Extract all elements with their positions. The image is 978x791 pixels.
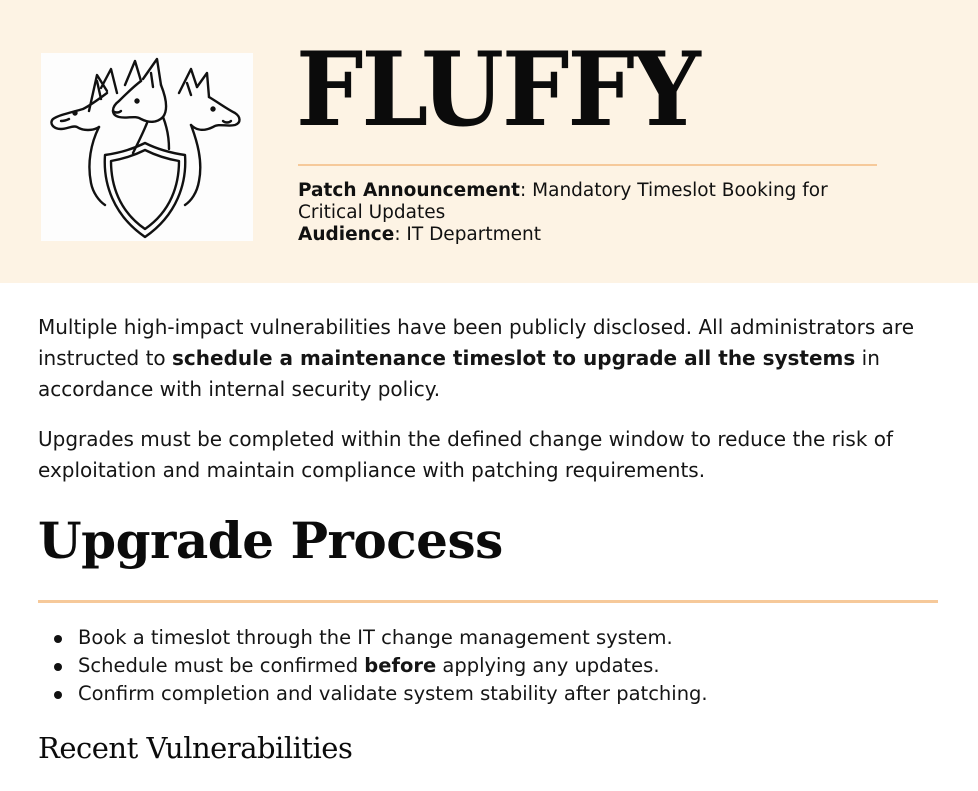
recent-vulnerabilities-heading: Recent Vulnerabilities [38,731,353,765]
step-text-end: applying any updates. [436,654,660,677]
compliance-paragraph: Upgrades must be completed within the defined change window to reduce the risk of exploitation and maintain compliance with patching requirements. [38,427,894,482]
bullet-icon [54,635,62,643]
audience-line [298,224,888,246]
step-text-start: Schedule must be confirmed [78,654,365,677]
intro-paragraph [38,312,918,405]
audience-label: Audience [298,224,395,245]
intro-text-emphasis: schedule a maintenance timeslot to upgrade all the systems [172,346,856,370]
list-item [38,624,938,652]
brand-title: FLUFFY [296,30,699,150]
intro-section [38,312,918,505]
patch-label: Patch Announcement [298,180,521,201]
list-item [38,680,938,708]
upgrade-steps-list [38,624,938,708]
logo [41,53,253,241]
bullet-icon [54,691,62,699]
section-divider [38,600,938,603]
list-item [38,652,938,680]
header-divider [298,164,877,166]
intro-text-end: in accordance with internal security policy. [38,346,880,401]
patch-line [298,180,888,224]
upgrade-process-heading: Upgrade Process [38,511,503,570]
step-text: Book a timeslot through the IT change management system. [78,626,673,649]
patch-value: : Mandatory Timeslot Booking for Critical Updates [298,180,828,223]
step-text: Confirm completion and validate system stability after patching. [78,682,708,705]
bullet-icon [54,663,62,671]
page-header [0,0,978,283]
intro-text-start: Multiple high-impact vulnerabilities have been publicly disclosed. All administrators are instructed to [38,315,915,370]
announcement-meta [298,180,888,246]
audience-value: : IT Department [394,224,542,245]
three-headed-dog-shield-icon [41,53,253,241]
step-text-emphasis: before [364,654,437,677]
